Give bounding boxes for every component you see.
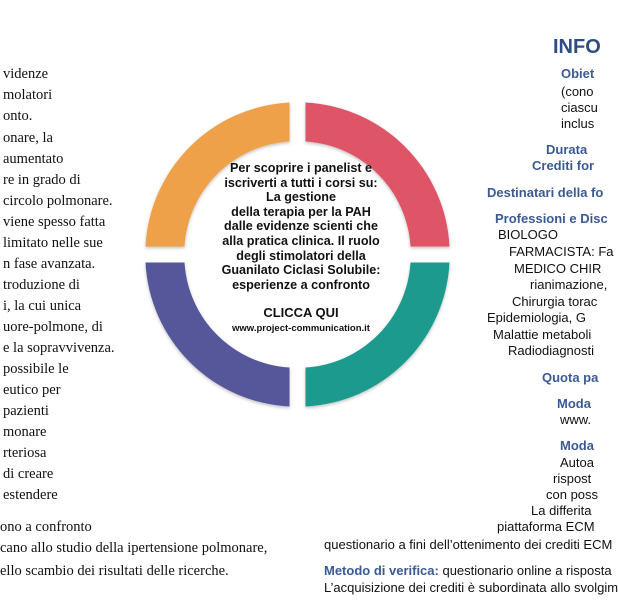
verifica-text: questionario online a risposta xyxy=(438,563,612,578)
center-text-block[interactable] xyxy=(203,161,399,337)
professioni-line: MEDICO CHIR xyxy=(514,261,602,276)
modalita-line: piattaforma ECM xyxy=(497,519,595,534)
left-line: rteriosa xyxy=(3,445,47,461)
left-line: e la sopravvivenza. xyxy=(3,340,115,356)
center-line: alla pratica clinica. Il ruolo xyxy=(222,233,380,248)
left-line: viene spesso fatta xyxy=(3,214,106,230)
left-line: onto. xyxy=(3,108,33,124)
left-line: pazienti xyxy=(3,403,49,419)
obiettivo-heading: Obiet xyxy=(561,66,595,81)
left-line: possibile le xyxy=(3,361,69,377)
modalita-heading: Moda xyxy=(557,396,591,411)
center-line: della terapia per la PAH xyxy=(231,204,371,219)
left-line: monare xyxy=(3,424,47,440)
left-line: videnze xyxy=(3,66,49,82)
professioni-line: rianimazione, xyxy=(530,277,608,292)
left-line: eutico per xyxy=(3,382,61,398)
center-line: dalle evidenze scienti che xyxy=(224,219,378,234)
modalita-line: Autoa xyxy=(560,455,594,470)
verifica-line xyxy=(324,563,612,578)
obiettivo-line: inclus xyxy=(561,116,595,131)
center-line: degli stimolatori della xyxy=(236,248,366,263)
professioni-line: Chirurgia torac xyxy=(512,294,598,309)
left-line: estendere xyxy=(3,487,58,503)
left-line: i, la cui unica xyxy=(3,298,82,314)
website-link[interactable]: www.project-communication.it xyxy=(232,322,370,334)
center-line: esperienze a confronto xyxy=(232,277,370,292)
professioni-heading: Professioni e Disc xyxy=(495,211,608,226)
left-line: molatori xyxy=(3,87,53,103)
professioni-line: FARMACISTA: Fa xyxy=(509,244,614,259)
left-line: troduzione di xyxy=(3,277,80,293)
destinatari-heading: Destinatari della fo xyxy=(487,185,604,200)
modalita-line: con poss xyxy=(546,487,599,502)
obiettivo-line: ciascu xyxy=(561,100,598,115)
click-here-link[interactable]: CLICCA QUI xyxy=(263,305,339,321)
left-line: uore-polmone, di xyxy=(3,319,103,335)
verifica-label: Metodo di verifica: xyxy=(324,563,439,578)
left-line: onare, la xyxy=(3,130,53,146)
modalita-line: www. xyxy=(560,412,592,427)
crediti-heading: Crediti for xyxy=(532,158,595,173)
left-bottom-line: ello scambio dei risultati delle ricerche. xyxy=(0,563,229,579)
professioni-line: BIOLOGO xyxy=(498,227,558,242)
center-line: La gestione xyxy=(266,190,336,205)
professioni-line: Malattie metaboli xyxy=(493,327,592,342)
left-line: re in grado di xyxy=(3,172,81,188)
obiettivo-line: (cono xyxy=(561,84,594,99)
modalita-line: rispost xyxy=(553,471,592,486)
left-bottom-line: ono a confronto xyxy=(0,519,92,535)
modalita-heading: Moda xyxy=(560,438,594,453)
left-line: aumentato xyxy=(3,151,64,167)
left-bottom-line: cano allo studio della ipertensione polmonare, xyxy=(0,540,268,556)
quota-heading: Quota pa xyxy=(542,370,599,385)
center-line: Guanilato Ciclasi Solubile: xyxy=(221,263,381,278)
questionario-line: questionario a fini dell’ottenimento dei crediti ECM xyxy=(324,537,613,552)
left-line: di creare xyxy=(3,466,54,482)
left-line: n fase avanzata. xyxy=(3,256,96,272)
left-line: limitato nelle sue xyxy=(3,235,103,251)
modalita-line: La differita xyxy=(531,503,592,518)
center-line: iscriverti a tutti i corsi su: xyxy=(224,175,378,190)
acquisizione-line: L’acquisizione dei crediti è subordinata allo svolgim xyxy=(324,580,618,595)
left-line: circolo polmonare. xyxy=(3,193,113,209)
professioni-line: Radiodiagnosti xyxy=(508,343,595,358)
center-line: Per scoprire i panelist e xyxy=(229,161,373,175)
professioni-line: Epidemiologia, G xyxy=(487,310,586,325)
durata-heading: Durata xyxy=(546,142,588,157)
info-title: INFO xyxy=(553,36,601,58)
